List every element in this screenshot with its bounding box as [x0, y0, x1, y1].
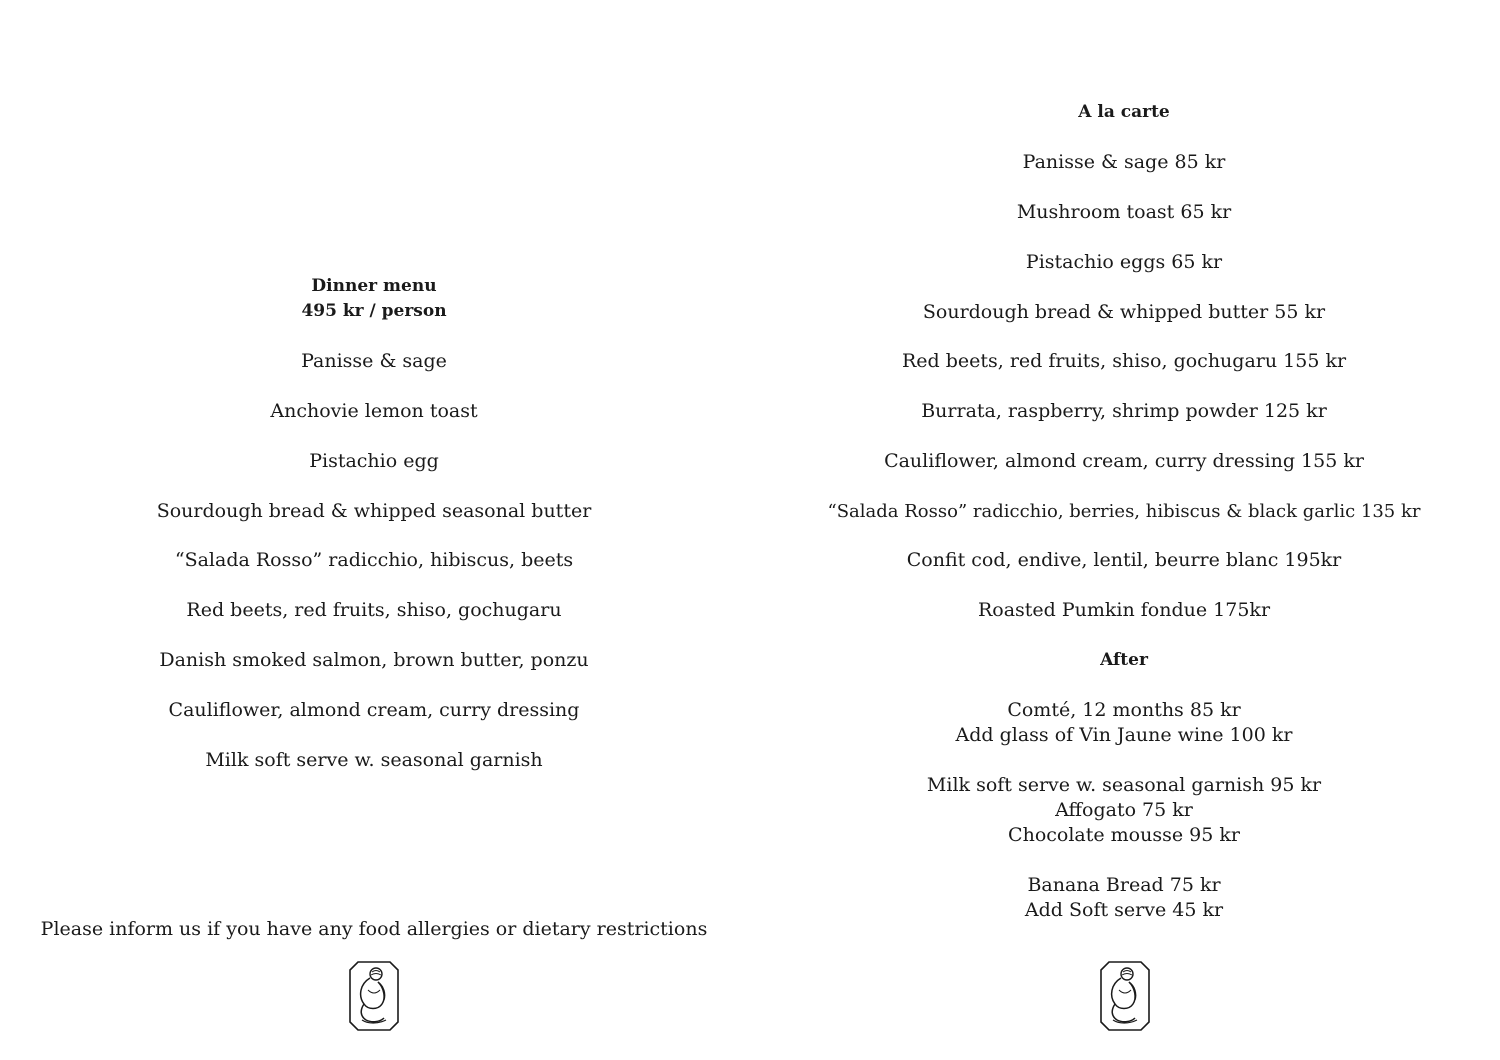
dinner-menu-item: “Salada Rosso” radicchio, hibiscus, beets	[174, 549, 574, 571]
after-item: Add Soft serve 45 kr	[1024, 899, 1224, 921]
after-item: Milk soft serve w. seasonal garnish 95 kr	[926, 774, 1322, 796]
a-la-carte-item: Pistachio eggs 65 kr	[1025, 251, 1223, 273]
allergy-note: Please inform us if you have any food allergies or dietary restrictions	[40, 918, 708, 940]
a-la-carte-item: Red beets, red fruits, shiso, gochugaru 155 kr	[901, 350, 1347, 372]
after-item: Banana Bread 75 kr	[1027, 874, 1221, 896]
dinner-menu-item: Anchovie lemon toast	[270, 400, 478, 422]
dinner-menu-item: Milk soft serve w. seasonal garnish	[205, 749, 543, 771]
dinner-menu-title: Dinner menu	[311, 276, 437, 296]
a-la-carte-item: Burrata, raspberry, shrimp powder 125 kr	[921, 400, 1327, 422]
a-la-carte-item: “Salada Rosso” radicchio, berries, hibiscus & black garlic 135 kr	[827, 501, 1421, 522]
dinner-menu-item: Danish smoked salmon, brown butter, ponzu	[159, 649, 589, 671]
after-item: Affogato 75 kr	[1055, 799, 1193, 821]
a-la-carte-page	[748, 0, 1500, 1060]
dinner-menu-item: Cauliflower, almond cream, curry dressing	[168, 699, 580, 721]
a-la-carte-item: Mushroom toast 65 kr	[1016, 201, 1232, 223]
a-la-carte-item: Panisse & sage 85 kr	[1022, 151, 1226, 173]
a-la-carte-item: Roasted Pumkin fondue 175kr	[977, 599, 1271, 621]
dinner-menu-item: Panisse & sage	[301, 350, 447, 372]
a-la-carte-item: Cauliflower, almond cream, curry dressing 155 kr	[884, 450, 1364, 472]
after-item: Add glass of Vin Jaune wine 100 kr	[955, 724, 1293, 746]
after-title: After	[1100, 650, 1148, 670]
a-la-carte-item: Sourdough bread & whipped butter 55 kr	[922, 301, 1326, 323]
dinner-menu-item: Red beets, red fruits, shiso, gochugaru	[186, 599, 562, 621]
dinner-menu-item: Sourdough bread & whipped seasonal butter	[156, 500, 592, 522]
dinner-menu-item: Pistachio egg	[309, 450, 439, 472]
a-la-carte-title: A la carte	[1078, 102, 1170, 122]
a-la-carte-item: Confit cod, endive, lentil, beurre blanc 195kr	[906, 549, 1342, 571]
dinner-menu-page	[0, 0, 748, 1060]
after-item: Chocolate mousse 95 kr	[1008, 824, 1240, 846]
dinner-menu-price: 495 kr / person	[301, 301, 447, 321]
after-item: Comté, 12 months 85 kr	[1007, 699, 1241, 721]
seated-figure-emblem-icon	[348, 960, 400, 1032]
seated-figure-emblem-icon	[1099, 960, 1151, 1032]
